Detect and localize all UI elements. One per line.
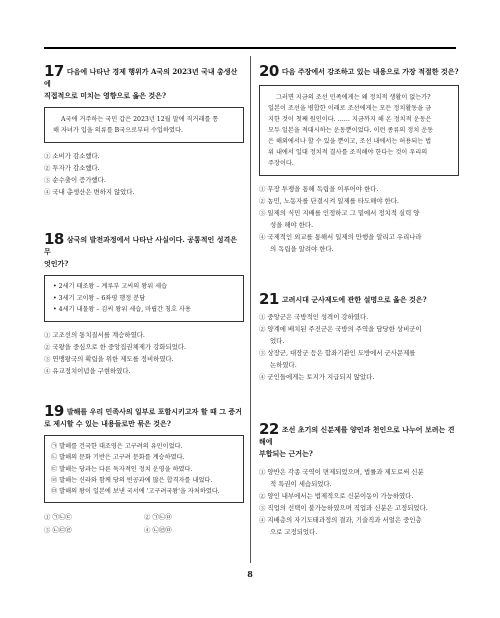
- question-17: [44, 62, 244, 198]
- option-4[interactable]: ④ 군인들에게는 토지가 지급되지 않았다.: [259, 373, 375, 381]
- option-2[interactable]: ② 투자가 감소했다.: [44, 164, 100, 172]
- question-22-stem: 22 조선 초기의 신분제를 양인과 천인으로 나누어 보려는 견해에 부합되는 근거는?: [259, 420, 455, 458]
- question-22-options: [259, 466, 459, 538]
- option-1[interactable]: ① 중앙군은 국방적인 성격이 강하였다.: [259, 313, 369, 321]
- option-1[interactable]: ① 양반은 각종 국역이 면제되었으며, 법률과 제도로써 신분: [259, 468, 424, 476]
- option-3[interactable]: ③ 일제의 식민 지배를 인정하고 그 밑에서 정치적 실력 양: [259, 209, 420, 217]
- option-1[interactable]: ① ㉠㉡㉢: [44, 513, 72, 522]
- question-number: 22: [259, 420, 279, 438]
- option-2-continued: 었다.: [270, 337, 285, 345]
- question-number: 19: [44, 402, 64, 420]
- question-17-stem: 17 다음에 나타난 경제 행위가 A국의 2023년 국내 총생산에 직접적으로 미치는 영향으로 옳은 것은?: [44, 62, 238, 100]
- option-1[interactable]: ① 소비가 감소했다.: [44, 152, 100, 160]
- option-4[interactable]: ④ 국제적인 외교를 통해서 일제의 만행을 알리고 우리나라: [259, 233, 422, 241]
- question-18-facts-box: • 2세기 태조왕 – 계루부 고씨의 왕위 세습 • 3세기 고이왕 – 6좌평 행정 분담 • 4세기 내물왕 – 김씨 왕위 세습, 마립간 칭호 사용: [44, 275, 244, 322]
- option-3[interactable]: ③ 직업의 선택이 불가능하였으며 직업과 신분은 고정되었다.: [259, 504, 428, 512]
- option-3-continued: 논하였다.: [270, 361, 297, 369]
- option-1[interactable]: ① 고조선의 통치질서를 계승하였다.: [44, 330, 145, 339]
- question-18: [44, 230, 244, 377]
- option-2[interactable]: ② 양인 내부에서는 법제적으로 신분이동이 가능하였다.: [259, 492, 414, 500]
- option-2[interactable]: ② 국왕을 중심으로 한 중앙집권체제가 강화되었다.: [44, 342, 187, 351]
- option-4[interactable]: ④ 지배층의 자기도태과정의 결과, 기술직과 서얼은 중인층: [259, 516, 422, 524]
- option-2[interactable]: ② 농민, 노동자를 단결시켜 일제를 타도해야 한다.: [259, 197, 399, 205]
- question-20-options: [259, 183, 459, 255]
- option-3[interactable]: ③ 순수출이 증가했다.: [44, 176, 106, 184]
- option-2[interactable]: ② ㉠㉡㉤: [144, 513, 172, 522]
- question-17-passage-box: A국에 거주하는 국민 갑은 2023년 12월 말에 직거래를 통 해 자녀가 입을 의류를 B국으로부터 수입하였다.: [44, 107, 244, 143]
- question-18-stem: 18 삼국의 발전과정에서 나타난 사실이다. 공통적인 성격은 무 엇인가?: [44, 230, 238, 268]
- option-1-continued: 적 특권이 세습되었다.: [270, 480, 332, 488]
- question-19-stem: 19 발해를 우리 민족사의 일부로 포함시키고자 할 때 그 증거 로 제시할 수 있는 내용들로만 묶은 것은?: [44, 402, 242, 428]
- option-4[interactable]: ④ ㉡㉣㉤: [144, 526, 172, 535]
- question-20: [259, 62, 459, 255]
- question-number: 21: [259, 290, 279, 308]
- option-4-continued: 으로 고정되었다.: [270, 528, 318, 536]
- question-20-stem: 20 다음 주장에서 강조하고 있는 내용으로 가장 적절한 것은?: [259, 62, 459, 80]
- question-22: [259, 420, 459, 538]
- option-3-continued: 성을 해야 한다.: [270, 221, 314, 229]
- question-18-options: [44, 329, 244, 377]
- question-19-options: [44, 511, 244, 537]
- option-2[interactable]: ② 양계에 배치된 주진군은 국방의 주역을 담당한 상비군이: [259, 325, 422, 333]
- question-21-stem: 21 고려시대 군사제도에 관한 설명으로 옳은 것은?: [259, 290, 427, 308]
- question-17-options: [44, 150, 244, 198]
- option-1[interactable]: ① 무장 투쟁을 통해 독립을 이루어야 한다.: [259, 185, 379, 193]
- header-rule: [44, 47, 456, 49]
- question-20-passage-box: 그러면 지금의 조선 민족에게는 왜 정치적 생활이 없는가? 일본이 조선을 병합한 이래로 조선에게는 모든 정치활동을 금 지한 것이 첫째 원인이다. …… 지금까지 해 온 정치적 운동은 모두 일본을 적대시하는 운동뿐이었다. 이런 종류의 정치 운동 은 해외에서나 할 수 있을 뿐이고, 조선 내에서는 허용되는 법 위 내에서 일대 정치적 결사를 조직해야 한다는 것이 우리의 주장이다.: [259, 85, 459, 176]
- option-3[interactable]: ③ ㉡㉢㉣: [44, 526, 72, 535]
- column-divider: [250, 56, 251, 563]
- option-4[interactable]: ④ 유교정치이념을 구현하였다.: [44, 366, 131, 375]
- question-number: 17: [44, 62, 64, 80]
- option-3[interactable]: ③ 연맹왕국의 확립을 위한 제도를 정비하였다.: [44, 354, 174, 363]
- option-3[interactable]: ③ 상장군, 대장군 등은 합좌기관인 도방에서 군사문제를: [259, 349, 416, 357]
- question-number: 18: [44, 230, 64, 248]
- question-19: [44, 402, 244, 537]
- page-number: 8: [247, 569, 253, 579]
- question-19-statements-box: ㉠ 발해를 건국한 대조영은 고구려의 유민이었다. ㉡ 발해의 문화 기반은 고구려 문화를 계승하였다. ㉢ 발해는 당과는 다른 독자적인 정치 운영을 하였다. ㉣ 발해는 신라와 함께 당의 빈공과에 많은 합격자를 내었다. ㉤ 발해의 왕이 일본에 보낸 국서에 '고구려국왕'을 자처하였다.: [44, 435, 244, 503]
- option-4-continued: 의 독립을 알려야 한다.: [270, 245, 334, 253]
- question-number: 20: [259, 62, 279, 80]
- question-21-options: [259, 311, 459, 383]
- question-21: [259, 290, 459, 383]
- option-4[interactable]: ④ 국내 총생산은 변하지 않았다.: [44, 188, 135, 196]
